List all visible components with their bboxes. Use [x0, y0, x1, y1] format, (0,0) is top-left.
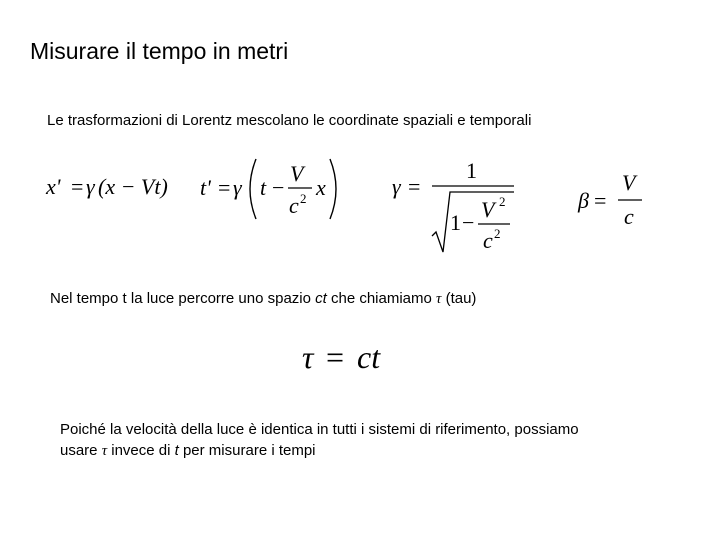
- eq2-left-paren: [250, 159, 256, 219]
- tau-def-ct: ct: [315, 290, 327, 307]
- eq2-t: t: [260, 175, 267, 200]
- eq1-body: (x − Vt): [98, 174, 168, 199]
- eq3-V-sup: 2: [499, 194, 506, 209]
- eq3-minus: −: [462, 210, 475, 235]
- eq2-sup: 2: [300, 191, 307, 206]
- tau-svg: [302, 338, 402, 378]
- tau-def-middle: che chiamiamo: [326, 290, 437, 307]
- conclusion-t: t: [174, 442, 179, 459]
- eq3-one: 1: [450, 210, 461, 235]
- eq4-equals: =: [594, 188, 607, 213]
- tau-equation: [302, 338, 402, 383]
- eq4-num: V: [622, 170, 636, 195]
- lorentz-x-equation: [46, 168, 176, 213]
- intro-text: Le trasformazioni di Lorentz mescolano le coordinate spaziali e temporali: [47, 112, 532, 129]
- beta-equation: [578, 168, 648, 238]
- eq3-num: 1: [466, 158, 477, 183]
- eq2-x: x: [316, 175, 326, 200]
- eq5-equals: =: [326, 339, 345, 375]
- tau-def-after: (tau): [441, 290, 477, 307]
- conclusion-tau: τ: [101, 443, 108, 459]
- eq2-gamma: γ: [233, 175, 242, 200]
- conclusion-b: invece di: [107, 442, 175, 459]
- eq2-lhs: t': [200, 175, 211, 200]
- tau-definition-text: [50, 290, 476, 308]
- conclusion-line-2: [60, 440, 579, 462]
- lorentz-x-svg: [46, 168, 176, 208]
- gamma-svg: [392, 152, 522, 262]
- eq5-rhs: ct: [357, 339, 381, 375]
- eq4-den: c: [624, 204, 634, 229]
- slide-title: Misurare il tempo in metri: [30, 38, 289, 64]
- eq5-lhs: τ: [302, 339, 314, 375]
- conclusion-a: usare: [60, 442, 102, 459]
- eq2-minus: −: [272, 175, 285, 200]
- eq3-V: V: [481, 197, 495, 222]
- eq1-lhs: x': [46, 174, 61, 199]
- eq3-c-sup: 2: [494, 226, 501, 241]
- conclusion-line-1: Poiché la velocità della luce è identica in tutti i sistemi di riferimento, possiamo: [60, 421, 579, 438]
- eq1-gamma: γ: [86, 174, 95, 199]
- eq2-right-paren: [330, 159, 336, 219]
- eq1-equals: =: [71, 174, 84, 199]
- lorentz-t-equation: [200, 155, 345, 230]
- tau-def-before: Nel tempo t la luce percorre uno spazio: [50, 290, 316, 307]
- eq3-equals: =: [408, 174, 421, 199]
- eq3-c: c: [483, 228, 493, 253]
- tau-def-symbol: τ: [436, 291, 442, 307]
- lorentz-t-svg: [200, 155, 345, 225]
- beta-svg: [578, 168, 648, 233]
- eq2-num: V: [290, 161, 304, 186]
- conclusion-c: per misurare i tempi: [178, 442, 316, 459]
- conclusion-text: [60, 419, 579, 462]
- eq4-lhs: β: [578, 188, 589, 213]
- eq2-den: c: [289, 193, 299, 218]
- eq3-lhs: γ: [392, 174, 401, 199]
- eq2-equals: =: [218, 175, 231, 200]
- gamma-equation: [392, 152, 522, 267]
